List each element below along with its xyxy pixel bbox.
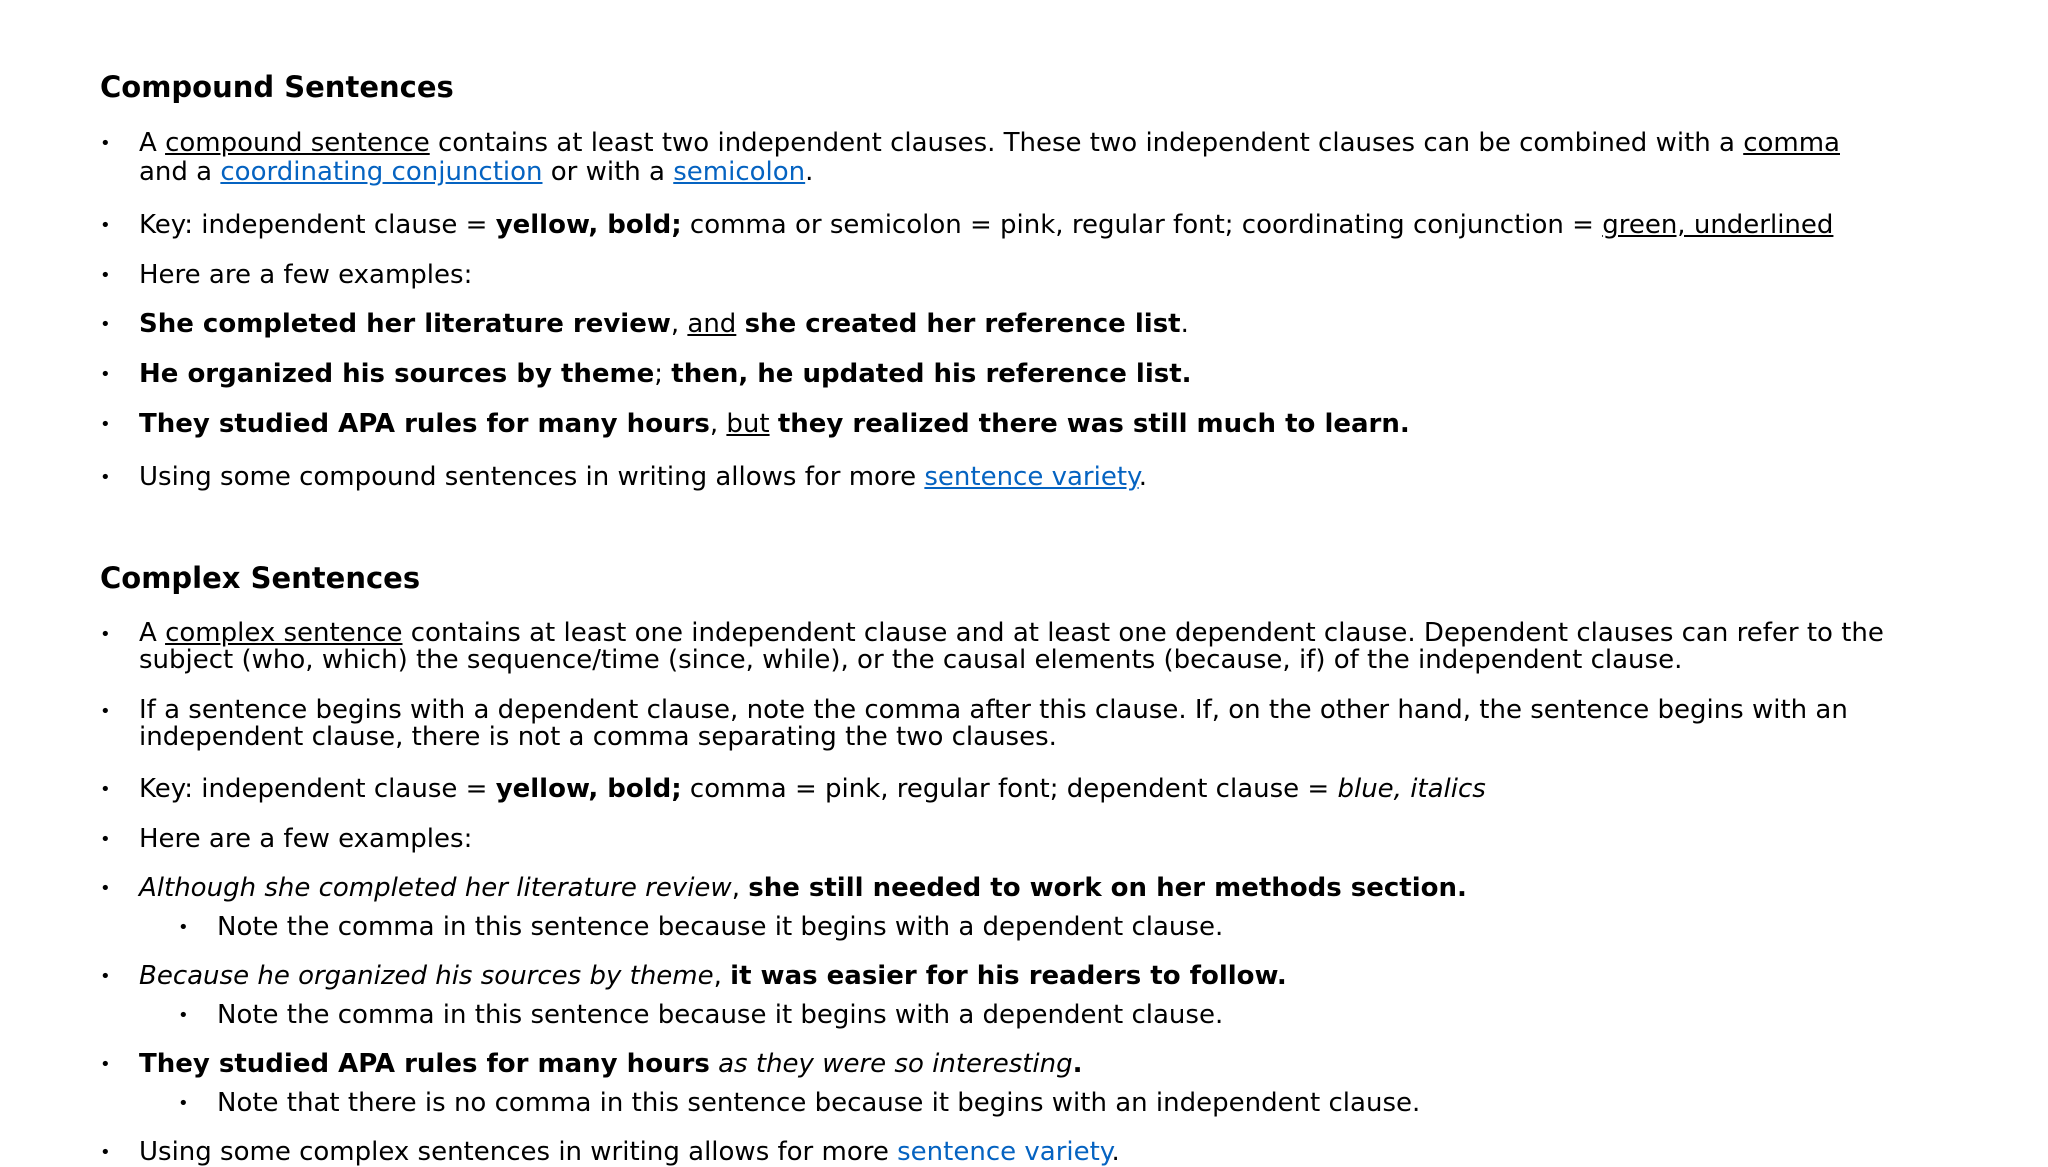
list-item (100, 1138, 1120, 1167)
link-coordinating-conjunction[interactable]: coordinating conjunction (220, 157, 543, 187)
underlined-text: and (687, 309, 737, 339)
text: Key: independent clause = (139, 210, 496, 240)
bullet: • (100, 364, 111, 385)
text: Note the comma in this sentence because it begins with a dependent clause. (217, 912, 1224, 942)
text: Here are a few examples: (139, 260, 473, 290)
text: Here are a few examples: (139, 824, 473, 854)
text: . (805, 157, 814, 187)
list-item (100, 360, 1192, 389)
bold-text: it was easier for his readers to follow. (730, 961, 1287, 991)
bold-text: They studied APA rules for many hours (139, 409, 710, 439)
italic-text: as they were so interesting (718, 1049, 1073, 1079)
bullet: • (100, 779, 111, 800)
text: Note the comma in this sentence because it begins with a dependent clause. (217, 1000, 1224, 1030)
text: If a sentence begins with a dependent clause, note the comma after this clause. If, on the other hand, the sentence begins with an independent clause, there is not a comma separating the two clauses. (139, 695, 1848, 752)
term-compound-sentence: compound sentence (165, 128, 430, 158)
italic-text: Although she completed her literature review (139, 873, 732, 903)
bullet: • (100, 467, 111, 488)
list-item (100, 211, 1833, 240)
text: , (709, 409, 727, 439)
list-item (100, 962, 1287, 991)
bullet: • (100, 215, 111, 236)
bullet: • (178, 917, 189, 938)
term-complex-sentence: complex sentence (165, 618, 403, 648)
text: comma or semicolon = pink, regular font; coordinating conjunction = (681, 210, 1603, 240)
bullet: • (100, 624, 111, 645)
text: Key: independent clause = (139, 774, 496, 804)
bullet: • (100, 133, 111, 154)
sub-list-item (178, 913, 1223, 942)
bold-text: yellow, bold; (495, 210, 682, 240)
text: A (139, 618, 166, 648)
underlined-text: but (726, 409, 770, 439)
bold-text: then, he updated his reference list. (671, 359, 1192, 389)
bullet: • (100, 878, 111, 899)
bold-text: . (1072, 1049, 1083, 1079)
text: , (713, 961, 731, 991)
text: Using some complex sentences in writing allows for more (139, 1137, 898, 1167)
text: , (670, 309, 688, 339)
sub-list-item (178, 1089, 1420, 1118)
list-item (100, 261, 472, 290)
bullet: • (178, 1005, 189, 1026)
bold-text: yellow, bold; (495, 774, 682, 804)
italic-text: Because he organized his sources by theme (139, 961, 714, 991)
list-item (100, 463, 1147, 492)
term-comma: comma (1743, 128, 1840, 158)
bullet: • (100, 314, 111, 335)
list-item (100, 1050, 1083, 1079)
bullet: • (100, 414, 111, 435)
underlined-text: green, underlined (1602, 210, 1834, 240)
text: Using some compound sentences in writing allows for more (139, 462, 925, 492)
list-item (100, 874, 1467, 903)
text: and a (139, 157, 221, 187)
text: or with a (542, 157, 674, 187)
text (736, 309, 744, 339)
list-item (100, 129, 1849, 187)
bullet: • (100, 1054, 111, 1075)
text: comma = pink, regular font; dependent clause = (681, 774, 1338, 804)
text: . (1180, 309, 1189, 339)
sub-list-item (178, 1001, 1223, 1030)
text: contains at least one independent clause and at least one dependent clause. Dependent clauses can refer to the subject (who, which) the sequence/time (since, while), or the causal elements (because, if) of the independent clause. (139, 618, 1884, 675)
bullet: • (100, 701, 111, 722)
text (770, 409, 778, 439)
text: , (731, 873, 749, 903)
bold-text: she created her reference list (744, 309, 1181, 339)
text: . (1111, 1137, 1120, 1167)
section-heading-complex: Complex Sentences (100, 561, 421, 595)
bold-text: they realized there was still much to learn. (777, 409, 1410, 439)
link-semicolon[interactable]: semicolon (673, 157, 806, 187)
text: ; (654, 359, 672, 389)
text (710, 1049, 718, 1079)
list-item (100, 620, 1959, 674)
bullet: • (100, 829, 111, 850)
link-sentence-variety[interactable]: sentence variety (924, 462, 1139, 492)
text: A (139, 128, 166, 158)
bullet: • (100, 1142, 111, 1163)
list-item (100, 697, 1939, 751)
bold-text: She completed her literature review (139, 309, 671, 339)
bullet: • (100, 966, 111, 987)
bold-text: she still needed to work on her methods section. (748, 873, 1467, 903)
link-sentence-variety[interactable]: sentence variety (897, 1137, 1112, 1167)
section-heading-compound: Compound Sentences (100, 70, 454, 104)
bold-text: He organized his sources by theme (139, 359, 655, 389)
list-item (100, 775, 1486, 804)
bold-text: They studied APA rules for many hours (139, 1049, 710, 1079)
bullet: • (178, 1093, 189, 1114)
list-item (100, 825, 472, 854)
bullet: • (100, 265, 111, 286)
italic-text: blue, italics (1337, 774, 1486, 804)
list-item (100, 310, 1189, 339)
list-item (100, 410, 1410, 439)
text: Note that there is no comma in this sentence because it begins with an independent clause. (217, 1088, 1421, 1118)
text: contains at least two independent clauses. These two independent clauses can be combined with a (429, 128, 1744, 158)
text: . (1138, 462, 1147, 492)
